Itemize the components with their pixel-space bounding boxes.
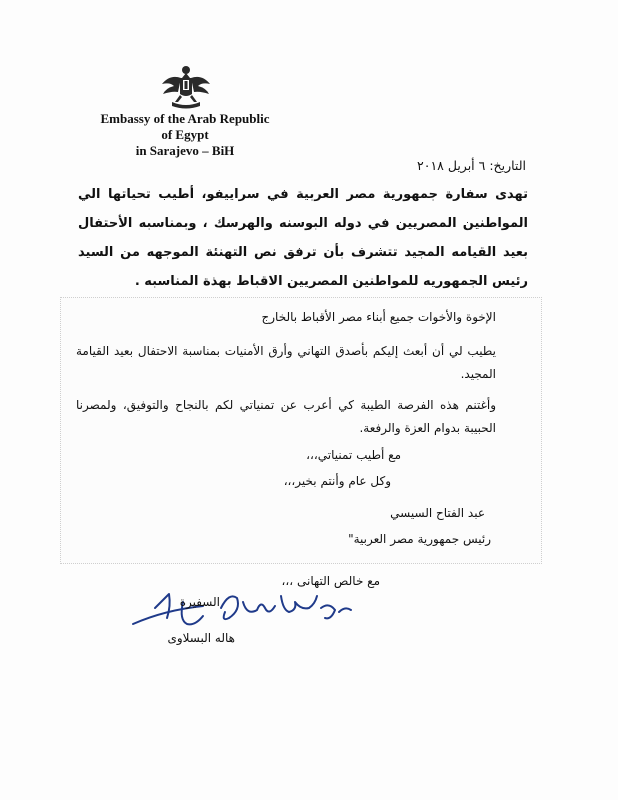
- message-paragraph-1: يطيب لي أن أبعث إليكم بأصدق التهاني وأرق الأمنيات بمناسبة الاحتفال بعيد القيامة المجيد.: [76, 344, 496, 381]
- message-paragraph-2: وأغتنم هذه الفرصة الطيبة كي أعرب عن تمنياتي لكم بالنجاح والتوفيق، ولمصرنا الحبيبة بدوام العزة والرفعة.: [76, 398, 496, 435]
- letterhead-line-1: Embassy of the Arab Republic: [100, 111, 270, 126]
- signoff-greeting: مع خالص التهانى ،،،: [281, 574, 380, 588]
- message-closing-2: وكل عام وأنتم بخير،،،: [283, 474, 391, 488]
- letterhead-line-3: in Sarajevo – BiH: [135, 143, 235, 158]
- message-salutation: الإخوة والأخوات جميع أبناء مصر الأقباط بالخارج: [261, 310, 496, 324]
- letterhead: [80, 111, 290, 159]
- message-closing-1: مع أطيب تمنياتي،،،: [306, 448, 401, 462]
- message-signatory-title: رئيس جمهورية مصر العربية": [348, 532, 491, 546]
- intro-paragraph: [78, 180, 528, 296]
- signoff-title: السفيرة: [179, 595, 220, 609]
- intro-text: تهدى سفارة جمهورية مصر العربية في سراييفو، أطيب تحياتها الي المواطنين المصريين في دوله البوسنه والهرسك ، وبمناسبه الأحتفال بعيد القيامه المجيد تتشرف بأن ترفق نص التهنئة الموجهه من السيد رئيس الجمهوريه للمواطنين المصريين الاقباط بهذة المناسبه .: [78, 187, 528, 289]
- letter-date: التاريخ: ٦ أبريل ٢٠١٨: [417, 158, 526, 173]
- eagle-emblem-icon: [160, 64, 212, 110]
- message-signatory-name: عبد الفتاح السيسي: [390, 506, 485, 520]
- signoff-name: هاله البسلاوى: [167, 631, 235, 645]
- presidential-message: [60, 297, 542, 564]
- letterhead-line-2: of Egypt: [161, 127, 209, 142]
